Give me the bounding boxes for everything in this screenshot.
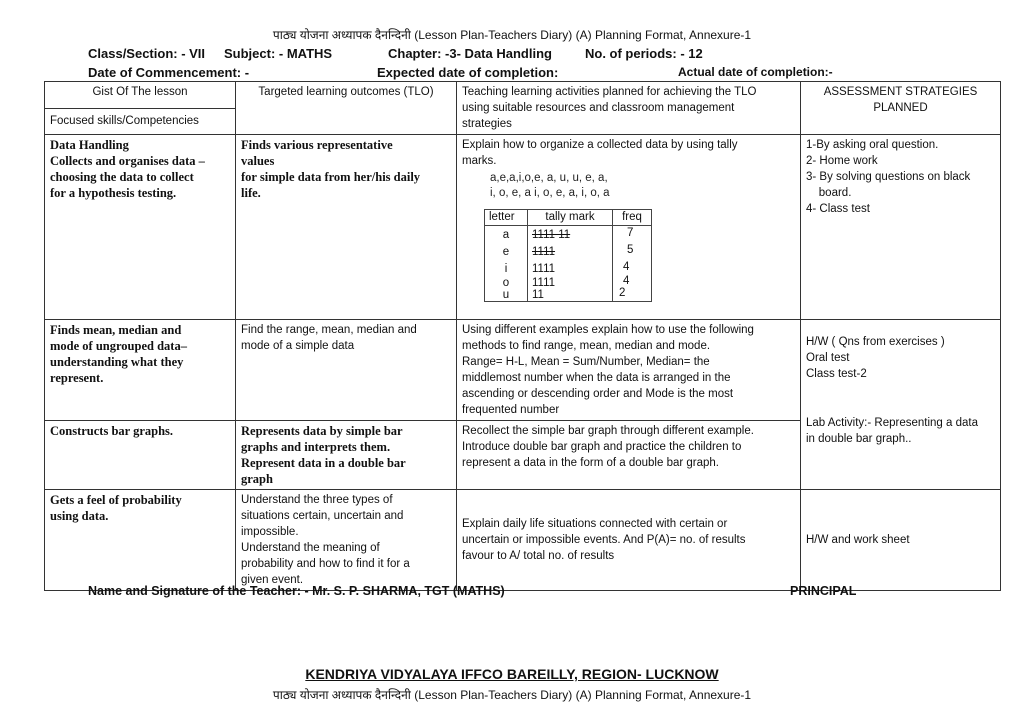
gist-line: using data. (50, 509, 109, 523)
assessment-line: Oral test (806, 352, 850, 364)
table-row (45, 135, 1001, 320)
commencement-date: Date of Commencement: - (88, 65, 250, 80)
tally-freq: 7 (627, 227, 634, 239)
activity-line: favour to A/ total no. of results (462, 550, 615, 562)
tally-mark: 1111 11 (532, 229, 571, 241)
assessment-line: H/W ( Qns from exercises ) (806, 336, 945, 348)
tlo-line: Represents data by simple bar (241, 424, 403, 438)
principal-label: PRINCIPAL (790, 584, 857, 598)
activity-line: represent a data in the form of a double bar graph. (462, 457, 719, 469)
tlo-cell (236, 135, 457, 320)
gist-line: represent. (50, 371, 104, 385)
tlo-line: graphs and interprets them. (241, 440, 391, 454)
gist-line: mode of ungrouped data– (50, 339, 187, 353)
tlo-line: Represent data in a double bar (241, 456, 406, 470)
gist-line: Data Handling (50, 138, 129, 152)
tlo-line: mode of a simple data (241, 340, 355, 352)
teacher-signature: Name and Signature of the Teacher: - Mr. S. P. SHARMA, TGT (MATHS) (88, 584, 505, 598)
gist-line: Finds mean, median and (50, 323, 182, 337)
tlo-line: Understand the meaning of (241, 542, 380, 554)
gist-cell (45, 135, 236, 320)
document-title: पाठ्य योजना अध्यापक दैनन्दिनी (Lesson Plan-Teachers Diary) (A) Planning Format, Annexure-1 (272, 28, 752, 42)
tally-body-row (485, 226, 652, 302)
activity-line: Explain how to organize a collected data by using tally (462, 139, 738, 151)
tally-freq: 4 (623, 261, 630, 273)
tally-letter: i (504, 263, 508, 275)
tally-letter: a (502, 229, 510, 241)
tally-table (484, 209, 652, 302)
table-header-row (45, 82, 1001, 135)
header-tlo: Targeted learning outcomes (TLO) (236, 82, 457, 135)
tally-letter: u (502, 289, 510, 301)
tally-example (484, 171, 795, 302)
chapter: Chapter: -3- Data Handling (388, 46, 552, 61)
header-gist-cell (45, 82, 236, 135)
tlo-line: life. (241, 186, 261, 200)
activity-cell (457, 135, 801, 320)
actual-date: Actual date of completion:- (678, 65, 833, 79)
header-assessment-line: PLANNED (873, 102, 928, 114)
gist-line: Constructs bar graphs. (50, 424, 174, 438)
assessment-cell (801, 135, 1001, 320)
table-row (45, 490, 1001, 591)
gist-line: Gets a feel of probability (50, 493, 182, 507)
header-activities-line: using suitable resources and classroom management (462, 102, 735, 114)
assessment-line: 1-By asking oral question. (806, 139, 939, 151)
class-section: Class/Section: - VII (88, 46, 206, 61)
assessment-cell (801, 320, 1001, 490)
activity-line: methods to find range, mean, median and mode. (462, 340, 711, 352)
tlo-line: Find the range, mean, median and (241, 324, 417, 336)
tally-letter: e (502, 246, 510, 258)
assessment-line: board. (806, 187, 852, 199)
tlo-line: values (241, 154, 275, 168)
gist-cell (45, 421, 236, 490)
tlo-line: for simple data from her/his daily (241, 170, 421, 184)
tlo-line: Understand the three types of (241, 494, 393, 506)
assessment-line: 4- Class test (806, 203, 870, 215)
tlo-line: given event. (241, 574, 304, 586)
tlo-cell (236, 490, 457, 591)
tlo-line: impossible. (241, 526, 299, 538)
assessment-line: Class test-2 (806, 368, 867, 380)
periods: No. of periods: - 12 (585, 46, 703, 61)
tlo-line: graph (241, 472, 273, 486)
activity-line: Introduce double bar graph and practice the children to (462, 441, 742, 453)
activity-line: Recollect the simple bar graph through different example. (462, 425, 754, 437)
tlo-line: situations certain, uncertain and (241, 510, 404, 522)
tlo-cell (236, 421, 457, 490)
header-assessment-line: ASSESSMENT STRATEGIES (823, 86, 978, 98)
tally-freq: 5 (627, 244, 634, 256)
header-activities-line: strategies (462, 118, 512, 130)
activity-line: frequented number (462, 404, 560, 416)
tally-header: freq (613, 210, 652, 226)
tally-mark: 11 (532, 289, 544, 301)
activity-line: middlemost number when the data is arranged in the (462, 372, 731, 384)
tally-freq: 2 (619, 287, 626, 299)
letters-line: a,e,a,i,o,e, a, u, u, e, a, (490, 172, 608, 184)
expected-date: Expected date of completion: (377, 65, 559, 80)
document-subtitle: पाठ्य योजना अध्यापक दैनन्दिनी (Lesson Plan-Teachers Diary) (A) Planning Format, Annexure-1 (272, 688, 752, 702)
activity-line: ascending or descending order and Mode is the most (462, 388, 734, 400)
assessment-line: 2- Home work (806, 155, 878, 167)
assessment-line: Lab Activity:- Representing a data (806, 417, 978, 429)
tally-letters (485, 226, 528, 302)
subject: Subject: - MATHS (224, 46, 333, 61)
tally-mark: 1111 (532, 263, 556, 275)
header-activities-line: Teaching learning activities planned for achieving the TLO (462, 86, 757, 98)
tally-freq: 4 (623, 275, 630, 287)
header-focused: Focused skills/Competencies (50, 115, 199, 127)
assessment-line: 3- By solving questions on black (806, 171, 971, 183)
gist-line: Collects and organises data – (50, 154, 205, 168)
activity-line: Explain daily life situations connected with certain or (462, 518, 728, 530)
header-activities (457, 82, 801, 135)
tlo-line: probability and how to find it for a (241, 558, 410, 570)
activity-line: uncertain or impossible events. And P(A)= no. of results (462, 534, 746, 546)
gist-cell (45, 320, 236, 421)
tally-letter: o (502, 277, 510, 289)
assessment-line: in double bar graph.. (806, 433, 912, 445)
tally-marks (528, 226, 613, 302)
school-name: KENDRIYA VIDYALAYA IFFCO BAREILLY, REGION- LUCKNOW (305, 666, 719, 682)
lesson-plan-table (44, 81, 1001, 591)
header-gist: Gist Of The lesson (45, 82, 235, 109)
gist-line: understanding what they (50, 355, 184, 369)
activity-cell (457, 421, 801, 490)
tally-freqs (613, 226, 652, 302)
tally-mark: 1111 (532, 246, 556, 258)
assessment-line: H/W and work sheet (806, 534, 910, 546)
tally-header-row (485, 210, 652, 226)
tally-header: tally mark (528, 210, 613, 226)
tally-header: letter (485, 210, 528, 226)
activity-cell (457, 320, 801, 421)
header-assessment (801, 82, 1001, 135)
activity-line: Using different examples explain how to use the following (462, 324, 754, 336)
table-row (45, 320, 1001, 421)
letters-line: i, o, e, a i, o, e, a, i, o, a (490, 187, 610, 199)
assessment-cell (801, 490, 1001, 591)
activity-cell (457, 490, 801, 591)
tlo-line: Finds various representative (241, 138, 393, 152)
activity-line: Range= H-L, Mean = Sum/Number, Median= the (462, 356, 710, 368)
gist-line: for a hypothesis testing. (50, 186, 177, 200)
tally-mark: 1111 (532, 277, 556, 289)
activity-line: marks. (462, 155, 497, 167)
tlo-cell (236, 320, 457, 421)
gist-cell (45, 490, 236, 591)
gist-line: choosing the data to collect (50, 170, 194, 184)
